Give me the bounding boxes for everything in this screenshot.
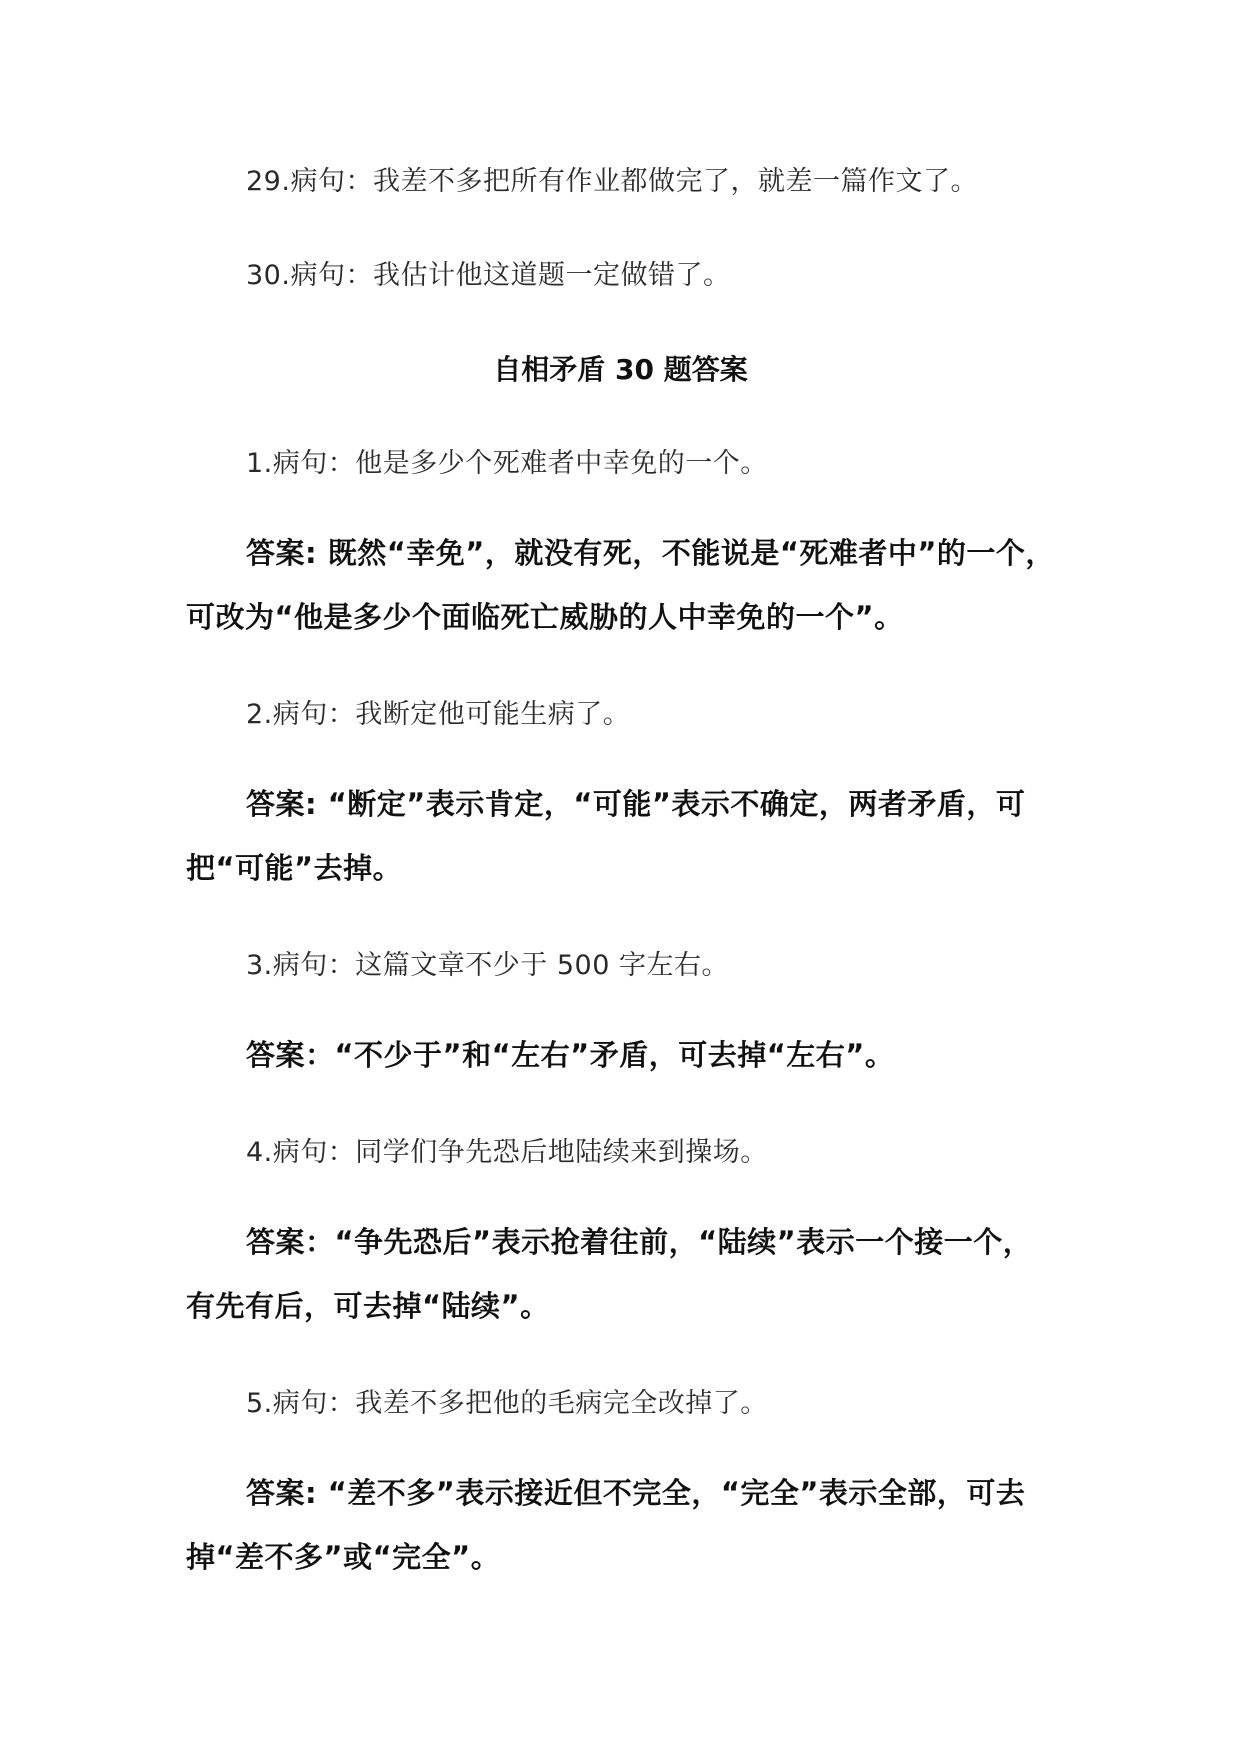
answer-3: 答案：“不少于”和“左右”矛盾，可去掉“左右”。 (246, 1038, 895, 1072)
answer-2: 答案: “断定”表示肯定，“可能”表示不确定，两者矛盾，可把“可能”去掉。 (186, 787, 1026, 885)
question-1: 1.病句：他是多少个死难者中幸免的一个。 (246, 448, 768, 479)
answer-4: 答案：“争先恐后”表示抢着往前，“陆续”表示一个接一个，有先有后，可去掉“陆续”。 (186, 1225, 1033, 1323)
question-2: 2.病句：我断定他可能生病了。 (246, 699, 631, 730)
answer-5: 答案: “差不多”表示接近但不完全，“完全”表示全部，可去掉“差不多”或“完全”。 (186, 1476, 1026, 1574)
section-title: 自相矛盾 30 题答案 (493, 353, 748, 386)
question-3: 3.病句：这篇文章不少于 500 字左右。 (246, 950, 729, 981)
answer-1: 答案: 既然“幸免”，就没有死，不能说是“死难者中”的一个，可改为“他是多少个面临死亡威胁的人中幸免的一个”。 (186, 536, 1055, 634)
question-5: 5.病句：我差不多把他的毛病完全改掉了。 (246, 1388, 768, 1419)
question-29: 29.病句：我差不多把所有作业都做完了，就差一篇作文了。 (246, 166, 978, 197)
question-4: 4.病句：同学们争先恐后地陆续来到操场。 (246, 1137, 768, 1168)
question-30: 30.病句：我估计他这道题一定做错了。 (246, 260, 731, 291)
